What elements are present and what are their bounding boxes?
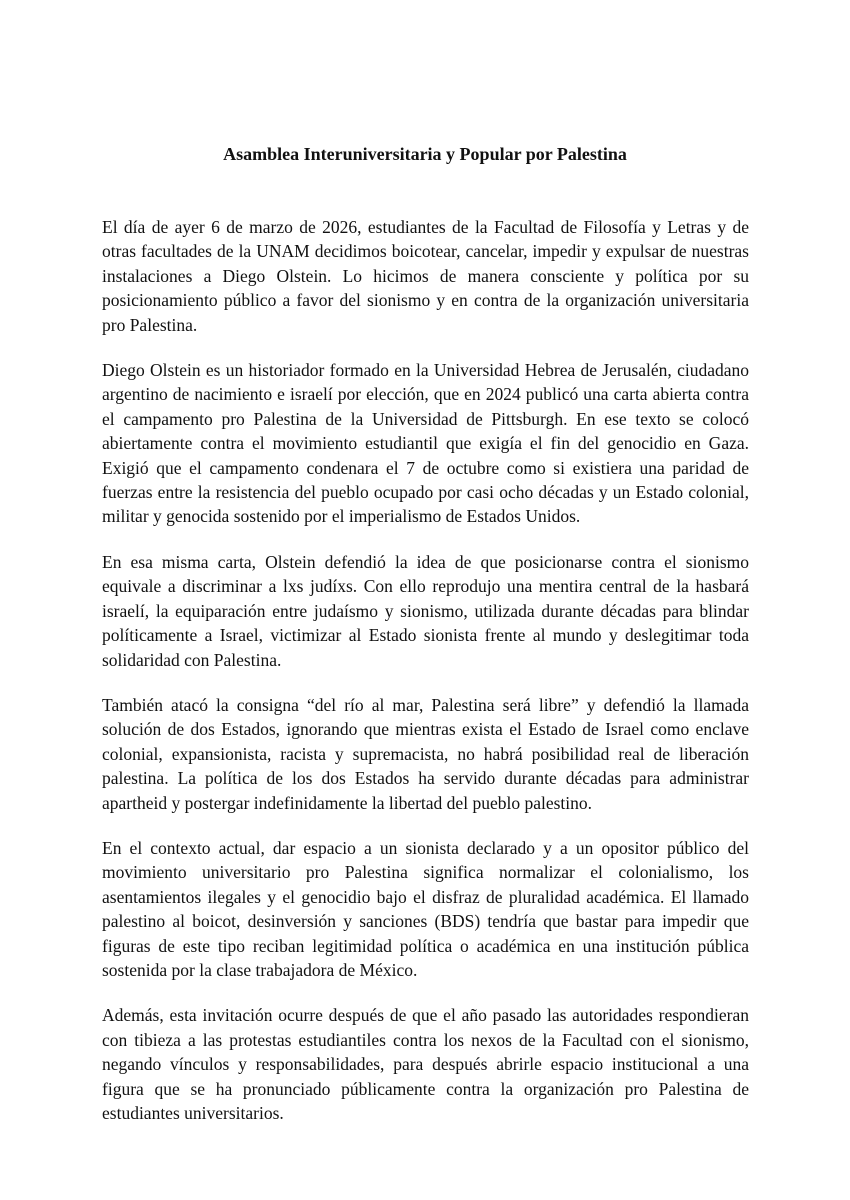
paragraph: Diego Olstein es un historiador formado en la Universidad Hebrea de Jerusalén, ciudadano argentino de nacimiento e israelí por elección, que en 2024 publicó una carta abierta contra el campamento pro Palestina de la Universidad de Pittsburgh. En ese texto se colocó abiertamente contra el movimiento estudiantil que exigía el fin del genocidio en Gaza. Exigió que el campamento condenara el 7 de octubre como si existiera una paridad de fuerzas entre la resistencia del pueblo ocupado por casi ocho décadas y un Estado colonial, militar y genocida sostenido por el imperialismo de Estados Unidos. — [102, 360, 749, 527]
paragraph: En el contexto actual, dar espacio a un sionista declarado y a un opositor público del movimiento universitario pro Palestina significa normalizar el colonialismo, los asentamientos ilegales y el genocidio bajo el disfraz de pluralidad académica. El llamado palestino al boicot, desinversión y sanciones (BDS) tendría que bastar para impedir que figuras de este tipo reciban legitimidad política o académica en una institución pública sostenida por la clase trabajadora de México. — [102, 837, 749, 980]
document-title: Asamblea Interuniversitaria y Popular por Palestina — [223, 144, 627, 164]
document-body — [102, 215, 749, 1146]
paragraph: También atacó la consigna “del río al mar, Palestina será libre” y defendió la llamada solución de dos Estados, ignorando que mientras exista el Estado de Israel como enclave colonial, expansionista, racista y supremacista, no habrá posibilidad real de liberación palestina. La política de los dos Estados ha servido durante décadas para administrar apartheid y postergar indefinidamente la libertad del pueblo palestino. — [102, 694, 749, 813]
paragraph: En esa misma carta, Olstein defendió la idea de que posicionarse contra el sionismo equivale a discriminar a lxs judíxs. Con ello reprodujo una mentira central de la hasbará israelí, la equiparación entre judaísmo y sionismo, utilizada durante décadas para blindar políticamente a Israel, victimizar al Estado sionista frente al mundo y deslegitimar toda solidaridad con Palestina. — [102, 551, 749, 670]
paragraph: Además, esta invitación ocurre después de que el año pasado las autoridades respondieran con tibieza a las protestas estudiantiles contra los nexos de la Facultad con el sionismo, negando vínculos y responsabilidades, para después abrirle espacio institucional a una figura que se ha pronunciado públicamente contra la organización pro Palestina de estudiantes universitarios. — [102, 1005, 749, 1123]
paragraph: El día de ayer 6 de marzo de 2026, estudiantes de la Facultad de Filosofía y Letras y de otras facultades de la UNAM decidimos boicotear, cancelar, impedir y expulsar de nuestras instalaciones a Diego Olstein. Lo hicimos de manera consciente y política por su posicionamiento público a favor del sionismo y en contra de la organización universitaria pro Palestina. — [102, 217, 749, 335]
